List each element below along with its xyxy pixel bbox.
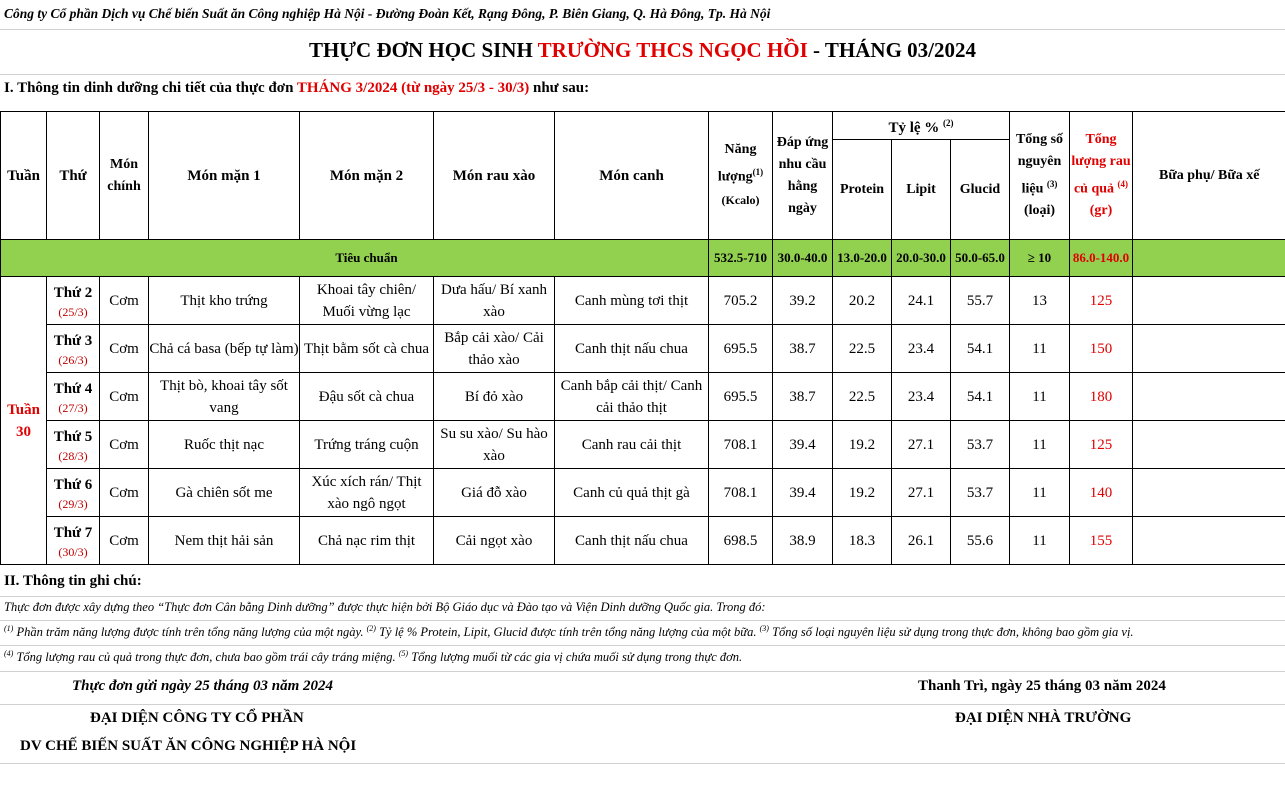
energy-cell: 695.5 xyxy=(709,373,773,421)
section-1-heading: I. Thông tin dinh dưỡng chi tiết của thực đơn THÁNG 3/2024 (từ ngày 25/3 - 30/3) như sau: xyxy=(4,80,590,96)
stir-fry-veg-cell: Bí đỏ xào xyxy=(434,373,555,421)
header-glucid: Glucid xyxy=(951,140,1010,240)
main-dish-cell: Cơm xyxy=(100,421,149,469)
daily-meet-cell: 39.4 xyxy=(773,421,833,469)
savory-2-cell: Thịt bằm sốt cà chua xyxy=(300,325,434,373)
snack-cell xyxy=(1133,517,1285,565)
glucid-cell: 53.7 xyxy=(951,469,1010,517)
snack-cell xyxy=(1133,373,1285,421)
energy-cell: 698.5 xyxy=(709,517,773,565)
header-bua-phu: Bữa phụ/ Bữa xế xyxy=(1133,112,1285,240)
daily-meet-cell: 39.2 xyxy=(773,277,833,325)
daily-meet-cell: 39.4 xyxy=(773,469,833,517)
protein-cell: 18.3 xyxy=(833,517,892,565)
savory-2-cell: Xúc xích rán/ Thịt xào ngô ngọt xyxy=(300,469,434,517)
snack-cell xyxy=(1133,469,1285,517)
table-row xyxy=(1,469,1285,517)
stir-fry-veg-cell: Su su xào/ Su hào xào xyxy=(434,421,555,469)
lipit-cell: 27.1 xyxy=(892,421,951,469)
protein-cell: 19.2 xyxy=(833,469,892,517)
standard-veg: 86.0-140.0 xyxy=(1070,240,1133,277)
energy-cell: 695.5 xyxy=(709,325,773,373)
energy-cell: 708.1 xyxy=(709,469,773,517)
stir-fry-veg-cell: Giá đỗ xào xyxy=(434,469,555,517)
savory-2-cell: Chả nạc rim thịt xyxy=(300,517,434,565)
energy-cell: 708.1 xyxy=(709,421,773,469)
standard-row xyxy=(1,240,1285,277)
main-dish-cell: Cơm xyxy=(100,469,149,517)
glucid-cell: 55.7 xyxy=(951,277,1010,325)
main-dish-cell: Cơm xyxy=(100,277,149,325)
company-rep-line-1: ĐẠI DIỆN CÔNG TY CỔ PHẦN xyxy=(90,710,304,726)
savory-1-cell: Chả cá basa (bếp tự làm) xyxy=(149,325,300,373)
snack-cell xyxy=(1133,421,1285,469)
header-tong-so: Tổng số nguyên liệu $^{(3)}$ (loại) xyxy=(1010,112,1070,240)
protein-cell: 20.2 xyxy=(833,277,892,325)
veg-weight-cell: 125 xyxy=(1070,277,1133,325)
header-protein: Protein xyxy=(833,140,892,240)
soup-cell: Canh rau cải thịt xyxy=(555,421,709,469)
veg-weight-cell: 150 xyxy=(1070,325,1133,373)
main-dish-cell: Cơm xyxy=(100,325,149,373)
veg-weight-cell: 125 xyxy=(1070,421,1133,469)
note-intro: Thực đơn được xây dựng theo “Thực đơn Cân bằng Dinh dưỡng” được thực hiện bởi Bộ Giáo dục và Đào tạo và Viện Dinh dưỡng Quốc gia. Trong đó: xyxy=(4,600,766,614)
savory-2-cell: Trứng tráng cuộn xyxy=(300,421,434,469)
table-row xyxy=(1,277,1285,325)
standard-protein: 13.0-20.0 xyxy=(833,240,892,277)
day-cell: Thứ 6 (29/3) xyxy=(47,469,100,517)
glucid-cell: 55.6 xyxy=(951,517,1010,565)
school-name: TRƯỜNG THCS NGỌC HỒI xyxy=(537,38,808,62)
lipit-cell: 26.1 xyxy=(892,517,951,565)
soup-cell: Canh thịt nấu chua xyxy=(555,325,709,373)
header-thu: Thứ xyxy=(47,112,100,240)
standard-glucid: 50.0-65.0 xyxy=(951,240,1010,277)
standard-ingredients: ≥ 10 xyxy=(1010,240,1070,277)
ingredient-count-cell: 11 xyxy=(1010,517,1070,565)
header-tuan: Tuần xyxy=(1,112,47,240)
savory-1-cell: Thịt bò, khoai tây sốt vang xyxy=(149,373,300,421)
stir-fry-veg-cell: Bắp cải xào/ Cải thảo xào xyxy=(434,325,555,373)
soup-cell: Canh củ quả thịt gà xyxy=(555,469,709,517)
snack-cell xyxy=(1133,277,1285,325)
ingredient-count-cell: 11 xyxy=(1010,325,1070,373)
menu-table xyxy=(0,111,1285,565)
glucid-cell: 53.7 xyxy=(951,421,1010,469)
section-2-heading: II. Thông tin ghi chú: xyxy=(4,573,142,589)
ingredient-count-cell: 13 xyxy=(1010,277,1070,325)
standard-label: Tiêu chuẩn xyxy=(300,240,434,277)
veg-weight-cell: 155 xyxy=(1070,517,1133,565)
soup-cell: Canh bắp cải thịt/ Canh cải thảo thịt xyxy=(555,373,709,421)
company-rep-line-2: DV CHẾ BIẾN SUẤT ĂN CÔNG NGHIỆP HÀ NỘI xyxy=(20,738,357,754)
main-dish-cell: Cơm xyxy=(100,517,149,565)
snack-cell xyxy=(1133,325,1285,373)
savory-1-cell: Ruốc thịt nạc xyxy=(149,421,300,469)
savory-2-cell: Đậu sốt cà chua xyxy=(300,373,434,421)
daily-meet-cell: 38.7 xyxy=(773,325,833,373)
day-cell: Thứ 7 (30/3) xyxy=(47,517,100,565)
daily-meet-cell: 38.9 xyxy=(773,517,833,565)
header-ty-le: Tỷ lệ % $^{(2)}$ xyxy=(833,112,1010,140)
lipit-cell: 23.4 xyxy=(892,373,951,421)
header-lipit: Lipit xyxy=(892,140,951,240)
table-row xyxy=(1,421,1285,469)
table-row xyxy=(1,325,1285,373)
protein-cell: 22.5 xyxy=(833,373,892,421)
header-man-2: Món mặn 2 xyxy=(300,112,434,240)
header-mon-chinh: Món chính xyxy=(100,112,149,240)
header-dap-ung: Đáp ứng nhu cầu hằng ngày xyxy=(773,112,833,240)
soup-cell: Canh mùng tơi thịt xyxy=(555,277,709,325)
stir-fry-veg-cell: Cải ngọt xào xyxy=(434,517,555,565)
savory-1-cell: Thịt kho trứng xyxy=(149,277,300,325)
veg-weight-cell: 180 xyxy=(1070,373,1133,421)
week-cell: Tuần 30 xyxy=(1,277,47,565)
header-tong-luong: Tổng lượng rau củ quả $^{(4)}$ (gr) xyxy=(1070,112,1133,240)
company-header: Công ty Cổ phần Dịch vụ Chế biến Suất ăn Công nghiệp Hà Nội - Đường Đoàn Kết, Rạng Đông, P. Biên Giang, Q. Hà Đông, Tp. Hà Nội xyxy=(4,6,771,21)
veg-weight-cell: 140 xyxy=(1070,469,1133,517)
lipit-cell: 27.1 xyxy=(892,469,951,517)
main-dish-cell: Cơm xyxy=(100,373,149,421)
header-canh: Món canh xyxy=(555,112,709,240)
note-line-2: $^{(4)}$ Tổng lượng rau củ quả trong thực đơn, chưa bao gồm trái cây tráng miệng. $^{(5)}$ Tổng lượng muối từ các gia vị chứa muối sử dụng trong thực đơn. xyxy=(4,649,743,665)
soup-cell: Canh thịt nấu chua xyxy=(555,517,709,565)
place-date: Thanh Trì, ngày 25 tháng 03 năm 2024 xyxy=(918,678,1166,694)
header-rau-xao: Món rau xào xyxy=(434,112,555,240)
savory-2-cell: Khoai tây chiên/ Muối vừng lạc xyxy=(300,277,434,325)
day-cell: Thứ 3 (26/3) xyxy=(47,325,100,373)
ingredient-count-cell: 11 xyxy=(1010,373,1070,421)
energy-cell: 705.2 xyxy=(709,277,773,325)
day-cell: Thứ 2 (25/3) xyxy=(47,277,100,325)
savory-1-cell: Gà chiên sốt me xyxy=(149,469,300,517)
school-rep: ĐẠI DIỆN NHÀ TRƯỜNG xyxy=(955,710,1132,726)
ingredient-count-cell: 11 xyxy=(1010,421,1070,469)
glucid-cell: 54.1 xyxy=(951,373,1010,421)
protein-cell: 22.5 xyxy=(833,325,892,373)
standard-lipit: 20.0-30.0 xyxy=(892,240,951,277)
page-title: THỰC ĐƠN HỌC SINH TRƯỜNG THCS NGỌC HỒI - THÁNG 03/2024 xyxy=(308,38,977,62)
standard-meet: 30.0-40.0 xyxy=(773,240,833,277)
glucid-cell: 54.1 xyxy=(951,325,1010,373)
table-row xyxy=(1,373,1285,421)
ingredient-count-cell: 11 xyxy=(1010,469,1070,517)
savory-1-cell: Nem thịt hải sản xyxy=(149,517,300,565)
stir-fry-veg-cell: Dưa hấu/ Bí xanh xào xyxy=(434,277,555,325)
daily-meet-cell: 38.7 xyxy=(773,373,833,421)
protein-cell: 19.2 xyxy=(833,421,892,469)
day-cell: Thứ 4 (27/3) xyxy=(47,373,100,421)
lipit-cell: 23.4 xyxy=(892,325,951,373)
header-nang-luong: Năng lượng$^{(1)}$ (Kcalo) xyxy=(709,112,773,240)
lipit-cell: 24.1 xyxy=(892,277,951,325)
sent-date: Thực đơn gửi ngày 25 tháng 03 năm 2024 xyxy=(72,678,334,694)
header-man-1: Món mặn 1 xyxy=(149,112,300,240)
table-row xyxy=(1,517,1285,565)
standard-energy: 532.5-710 xyxy=(709,240,773,277)
note-line-1: $^{(1)}$ Phần trăm năng lượng được tính trên tổng năng lượng của một ngày. $^{(2)}$ Tỷ lệ % Protein, Lipit, Glucid được tính trên tổng năng lượng của một bữa. $^{(3)}$ Tổng số loại nguyên liệu sử dụng trong thực đơn, không bao gồm gia vị. xyxy=(4,624,1134,640)
day-cell: Thứ 5 (28/3) xyxy=(47,421,100,469)
